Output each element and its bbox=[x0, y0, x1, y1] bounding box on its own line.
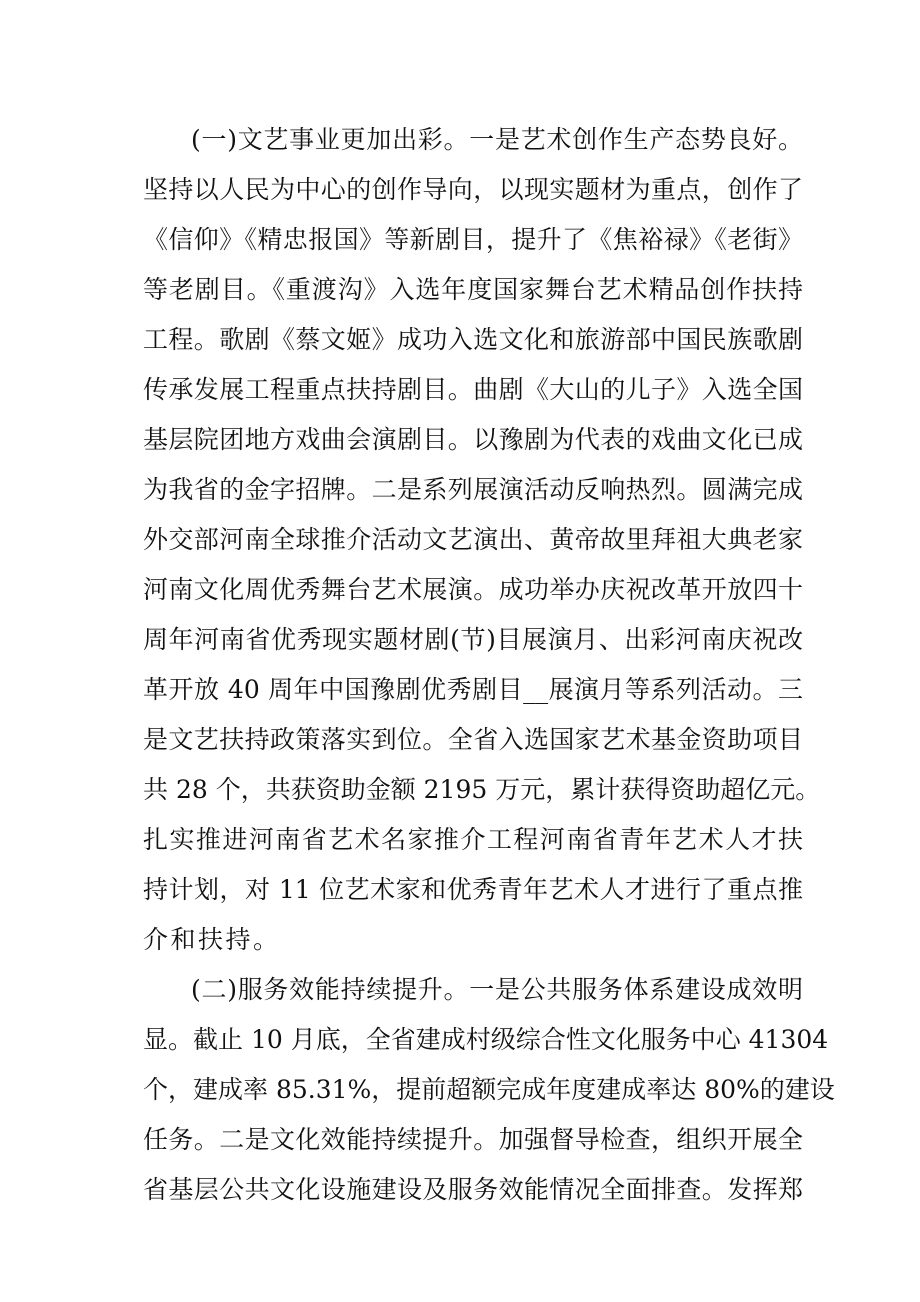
text-line: 等老剧目。《重渡沟》入选年度国家舞台艺术精品创作扶持 bbox=[143, 275, 803, 304]
text-line: 是文艺扶持政策落实到位。全省入选国家艺术基金资助项目 bbox=[143, 725, 803, 754]
text-line: 共 28 个，共获资助金额 2195 万元，累计获得资助超亿元。 bbox=[143, 775, 821, 804]
text-line: 任务。二是文化效能持续提升。加强督导检查，组织开展全 bbox=[143, 1125, 803, 1154]
text-line: 基层院团地方戏曲会演剧目。以豫剧为代表的戏曲文化已成 bbox=[143, 425, 803, 454]
text-line: (一)文艺事业更加出彩。一是艺术创作生产态势良好。 bbox=[191, 125, 803, 154]
text-line: 省基层公共文化设施建设及服务效能情况全面排查。发挥郑 bbox=[143, 1175, 803, 1204]
text-line: 为我省的金字招牌。二是系列展演活动反响热烈。圆满完成 bbox=[143, 475, 803, 504]
paragraph-arts-section bbox=[143, 115, 821, 965]
text-line: 《信仰》《精忠报国》等新剧目，提升了《焦裕禄》《老街》 bbox=[143, 225, 803, 254]
paragraph-services-section bbox=[143, 965, 835, 1215]
text-line: 个，建成率 85.31%，提前超额完成年度建成率达 80%的建设 bbox=[143, 1075, 835, 1104]
text-line: 扎实推进河南省艺术名家推介工程河南省青年艺术人才扶 bbox=[143, 825, 803, 854]
text-line: 传承发展工程重点扶持剧目。曲剧《大山的儿子》入选全国 bbox=[143, 375, 803, 404]
text-line: 持计划，对 11 位艺术家和优秀青年艺术人才进行了重点推 bbox=[143, 875, 803, 904]
document-body bbox=[143, 115, 835, 1215]
text-line: 显。截止 10 月底，全省建成村级综合性文化服务中心 41304 bbox=[143, 1025, 829, 1054]
text-line: 周年河南省优秀现实题材剧(节)目展演月、出彩河南庆祝改 bbox=[143, 625, 803, 654]
text-line: 介和扶持。 bbox=[143, 925, 281, 954]
text-line: 外交部河南全球推介活动文艺演出、黄帝故里拜祖大典老家 bbox=[143, 525, 803, 554]
text-line: (二)服务效能持续提升。一是公共服务体系建设成效明 bbox=[191, 975, 803, 1004]
text-line: 河南文化周优秀舞台艺术展演。成功举办庆祝改革开放四十 bbox=[143, 575, 803, 604]
text-line: 工程。歌剧《蔡文姬》成功入选文化和旅游部中国民族歌剧 bbox=[143, 325, 803, 354]
text-line: 革开放 40 周年中国豫剧优秀剧目__展演月等系列活动。三 bbox=[143, 675, 803, 704]
text-line: 坚持以人民为中心的创作导向，以现实题材为重点，创作了 bbox=[143, 175, 803, 204]
